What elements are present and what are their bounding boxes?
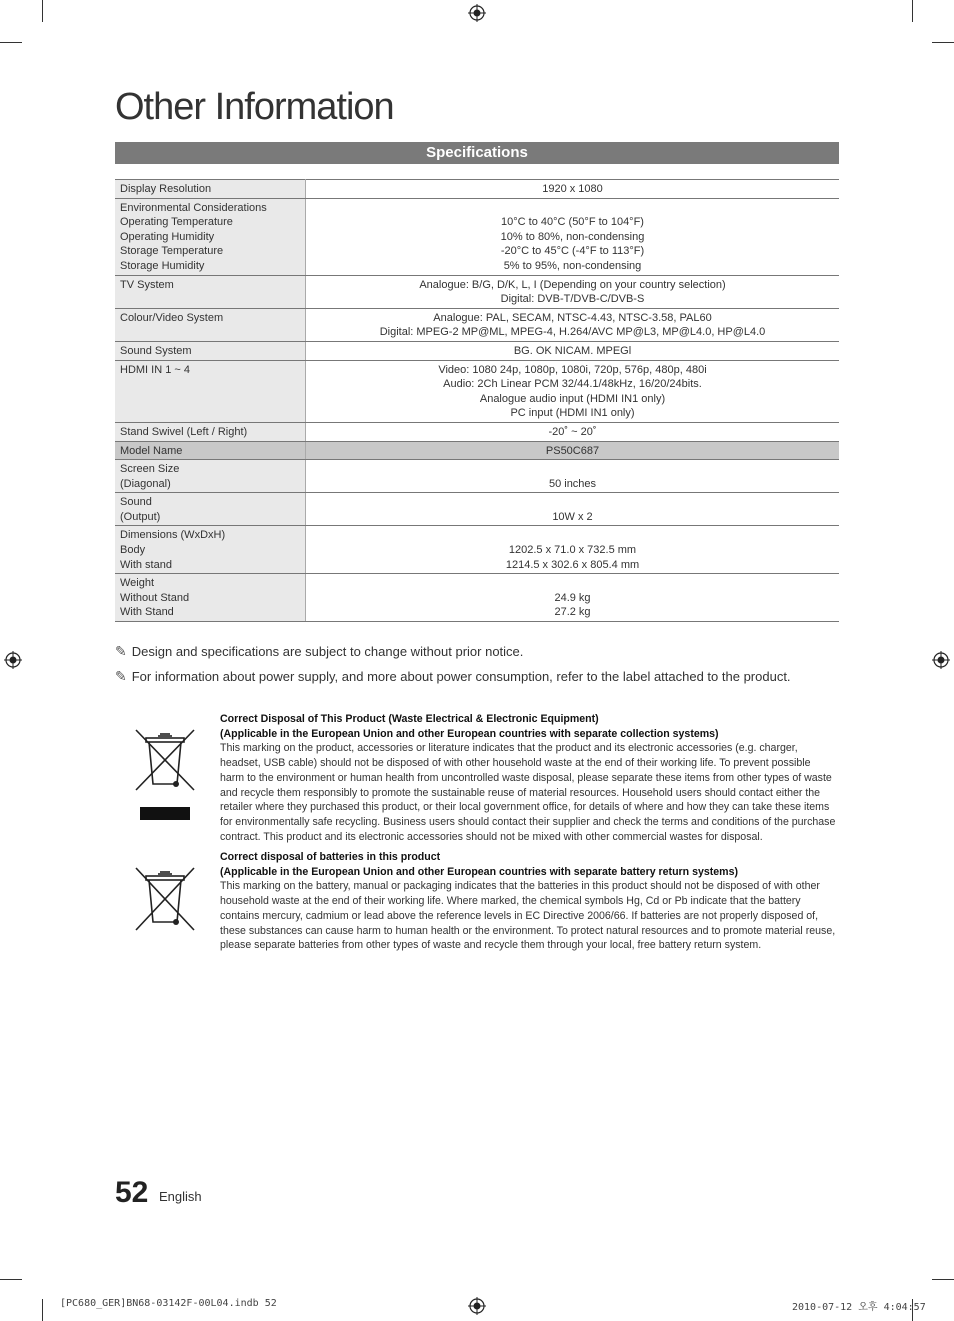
spec-label-line: Storage Humidity <box>120 259 205 272</box>
spec-label <box>115 526 306 574</box>
crop-mark <box>0 1279 22 1280</box>
spec-value <box>306 308 840 341</box>
crop-mark <box>42 0 43 22</box>
spec-label-line: (Diagonal) <box>120 477 171 490</box>
disposal-heading: Correct Disposal of This Product (Waste Electrical & Electronic Equipment) <box>220 713 599 725</box>
note-item <box>115 643 523 660</box>
spec-label-line: Model Name <box>120 444 183 457</box>
spec-label-line: TV System <box>120 278 174 291</box>
disposal-subheading: (Applicable in the European Union and other European countries with separate battery return systems) <box>220 865 739 878</box>
spec-value-line: PS50C687 <box>545 444 600 457</box>
crop-mark <box>912 0 913 22</box>
registration-mark-icon <box>932 651 950 669</box>
section-title: Specifications <box>115 142 839 164</box>
spec-value-line: 1920 x 1080 <box>542 183 603 195</box>
registration-mark-icon <box>468 1297 486 1315</box>
spec-row <box>115 422 839 441</box>
spec-label-line: (Output) <box>120 510 161 523</box>
footer-timestamp: 2010-07-12 오후 4:04:57 <box>792 1302 926 1313</box>
weee-bin-icon <box>132 728 198 822</box>
spec-row <box>115 308 839 341</box>
disposal-body: This marking on the battery, manual or packaging indicates that the batteries in this product should not be disposed of with other household waste at the end of their working life. Where marked, the chemical symbols Hg, Cd or Pb indicate that the battery contains mercury, cadmium or lead above the reference levels in EC Directive 2006/66. If batteries are not properly disposed of, these substances can cause harm to human health or the environment. To protect natural resources and to promote material reuse, please separate batteries from other types of waste and recycle them through your local, free battery return system. <box>220 880 836 952</box>
spec-label-line: Sound <box>120 496 152 509</box>
note-text: For information about power supply, and more about power consumption, refer to the label attached to the product. <box>131 669 791 684</box>
pencil-icon: ✎ <box>115 643 127 659</box>
spec-value-line: 24.9 kg <box>554 591 591 604</box>
spec-label-line: Sound System <box>120 344 192 357</box>
registration-mark-icon <box>4 651 22 669</box>
spec-row <box>115 341 839 360</box>
spec-value-line: 50 inches <box>548 477 597 490</box>
spec-label-line: Display Resolution <box>120 183 212 195</box>
spec-value <box>306 275 840 308</box>
spec-label-line: Dimensions (WxDxH) <box>120 529 226 542</box>
spec-value <box>306 198 840 275</box>
spec-label-line: With stand <box>120 558 172 571</box>
spec-value-line: Analogue: B/G, D/K, L, I (Depending on your country selection) <box>419 278 726 291</box>
spec-label-line: Operating Humidity <box>120 230 215 243</box>
spec-row <box>115 180 839 199</box>
spec-label-line: Operating Temperature <box>120 216 233 229</box>
spec-value-line: Video: 1080 24p, 1080p, 1080i, 720p, 576p, 480p, 480i <box>438 363 707 376</box>
spec-label-line: Screen Size <box>120 463 180 476</box>
spec-label-line: Without Stand <box>120 591 190 604</box>
spec-row <box>115 493 839 526</box>
note-item <box>115 668 791 685</box>
page-language: English <box>159 1189 202 1204</box>
spec-value-line: 10% to 80%, non-condensing <box>500 230 645 243</box>
spec-value-line: 10°C to 40°C (50°F to 104°F) <box>501 216 644 229</box>
spec-label-line: Colour/Video System <box>120 311 224 324</box>
page-number: 52 <box>115 1176 149 1209</box>
spec-label-line: HDMI IN 1 ~ 4 <box>120 363 190 376</box>
footer-file-info: [PC680_GER]BN68-03142F-00L04.indb 52 <box>60 1298 277 1309</box>
spec-row <box>115 526 839 574</box>
spec-value-line: -20°C to 45°C (-4°F to 113°F) <box>500 245 645 258</box>
spec-label-line: With Stand <box>120 606 174 619</box>
spec-value <box>306 341 840 360</box>
spec-value-line: Digital: MPEG-2 MP@ML, MPEG-4, H.264/AVC MP@L3, MP@L4.0, HP@L4.0 <box>379 326 766 339</box>
spec-table <box>115 179 839 622</box>
weee-disposal-notice <box>220 712 836 844</box>
spec-value-line: -20˚ ~ 20˚ <box>548 425 597 438</box>
spec-value <box>306 574 840 622</box>
spec-value <box>306 441 840 460</box>
spec-label-line: Storage Temperature <box>120 245 224 258</box>
spec-label <box>115 441 306 460</box>
spec-label <box>115 422 306 441</box>
disposal-body: This marking on the product, accessories or literature indicates that the product and its electronic accessories (e.g. charger, headset, USB cable) should not be disposed of with other household waste at the end of their working life. To prevent possible harm to the environment or human health from uncontrolled waste disposal, please separate these items from other types of waste and recycle them responsibly to promote the sustainable reuse of material resources. Household users should contact either the retailer where they purchased this product, or their local government office, for details of where and how they can take these items for environmentally safe recycling. Business users should contact their supplier and check the terms and conditions of the purchase contract. This product and its electronic accessories should not be mixed with other commercial wastes for disposal. <box>220 742 836 843</box>
spec-value <box>306 460 840 493</box>
spec-label <box>115 180 306 199</box>
spec-label <box>115 493 306 526</box>
page-title: Other Information <box>115 86 394 128</box>
spec-label <box>115 308 306 341</box>
spec-label-line: Weight <box>120 577 155 590</box>
crop-mark <box>932 1279 954 1280</box>
spec-value <box>306 526 840 574</box>
spec-value-line: 1214.5 x 302.6 x 805.4 mm <box>505 558 640 571</box>
spec-value-line: 10W x 2 <box>552 510 593 523</box>
spec-label <box>115 198 306 275</box>
battery-bin-icon <box>132 866 198 932</box>
spec-label <box>115 360 306 422</box>
spec-value-line: 1202.5 x 71.0 x 732.5 mm <box>508 544 637 557</box>
spec-row <box>115 441 839 460</box>
spec-value <box>306 493 840 526</box>
crop-mark <box>932 42 954 43</box>
spec-value-line: 5% to 95%, non-condensing <box>503 259 642 272</box>
spec-label-line: Stand Swivel (Left / Right) <box>120 425 248 438</box>
disposal-subheading: (Applicable in the European Union and other European countries with separate collection systems) <box>220 727 719 740</box>
spec-label-line: Environmental Considerations <box>120 201 267 214</box>
spec-value <box>306 360 840 422</box>
battery-disposal-notice <box>220 850 836 953</box>
spec-row <box>115 275 839 308</box>
registration-mark-icon <box>468 4 486 22</box>
note-text: Design and specifications are subject to change without prior notice. <box>131 644 524 659</box>
spec-row <box>115 198 839 275</box>
spec-label-line: Body <box>120 544 146 557</box>
spec-label <box>115 275 306 308</box>
spec-value-line: Digital: DVB-T/DVB-C/DVB-S <box>500 293 645 306</box>
spec-value-line: Analogue audio input (HDMI IN1 only) <box>479 392 666 405</box>
spec-value-line: BG. OK NICAM. MPEGl <box>513 344 632 357</box>
disposal-heading: Correct disposal of batteries in this product <box>220 851 441 863</box>
spec-value-line: Analogue: PAL, SECAM, NTSC-4.43, NTSC-3.58, PAL60 <box>433 311 712 324</box>
spec-value-line: Audio: 2Ch Linear PCM 32/44.1/48kHz, 16/20/24bits. <box>443 378 702 391</box>
spec-label <box>115 341 306 360</box>
spec-label <box>115 460 306 493</box>
spec-value <box>306 422 840 441</box>
pencil-icon: ✎ <box>115 668 127 684</box>
spec-row <box>115 360 839 422</box>
spec-value-line: PC input (HDMI IN1 only) <box>510 407 635 420</box>
spec-row <box>115 460 839 493</box>
crop-mark <box>42 1299 43 1321</box>
spec-label <box>115 574 306 622</box>
spec-row <box>115 574 839 622</box>
crop-mark <box>0 42 22 43</box>
spec-value <box>306 180 840 199</box>
spec-value-line: 27.2 kg <box>554 606 591 619</box>
